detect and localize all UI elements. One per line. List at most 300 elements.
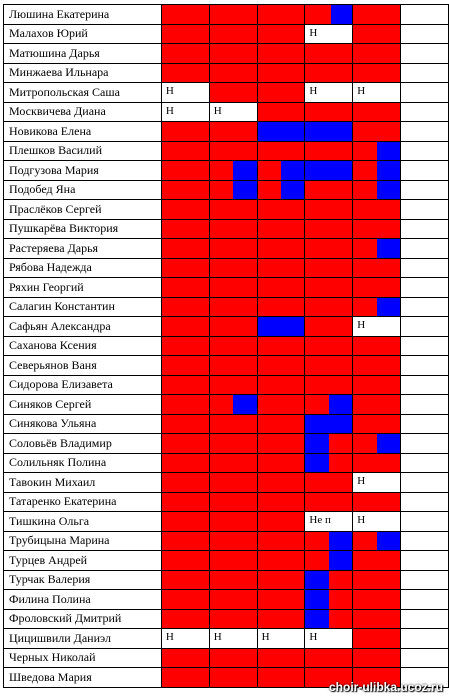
table-row: [4, 648, 449, 668]
absence-mark: Н: [309, 85, 318, 97]
attendance-cell: [161, 375, 209, 395]
empty-cell: [401, 141, 449, 161]
empty-cell: [401, 180, 449, 200]
attendance-cell: [353, 44, 401, 64]
attendance-cell: [209, 239, 257, 259]
attendance-cell: [209, 590, 257, 610]
attendance-cell: [209, 44, 257, 64]
attendance-segment: [305, 454, 328, 473]
empty-cell: [401, 375, 449, 395]
attendance-cell: [209, 395, 257, 415]
attendance-cell: [257, 102, 305, 122]
empty-cell: [401, 336, 449, 356]
attendance-cell: [353, 239, 401, 259]
absence-mark: Н: [357, 85, 366, 97]
attendance-segment: [233, 181, 256, 200]
attendance-cell: [257, 668, 305, 688]
attendance-cell: [305, 44, 353, 64]
attendance-cell: [209, 473, 257, 493]
attendance-cell: [353, 609, 401, 629]
table-row: [4, 200, 449, 220]
table-row: [4, 512, 449, 532]
attendance-segment: [377, 434, 400, 453]
attendance-cell: [161, 297, 209, 317]
attendance-cell: [305, 102, 353, 122]
attendance-cell: [305, 278, 353, 298]
attendance-cell: [209, 200, 257, 220]
attendance-cell: [209, 63, 257, 83]
student-name: Подобед Яна: [4, 180, 162, 200]
attendance-cell: [161, 590, 209, 610]
attendance-cell: [209, 609, 257, 629]
attendance-cell: [161, 668, 209, 688]
absence-mark: Н: [213, 104, 222, 117]
student-name: Салагин Константин: [4, 297, 162, 317]
attendance-cell: [161, 336, 209, 356]
attendance-cell: [161, 395, 209, 415]
empty-cell: [401, 5, 449, 25]
attendance-cell: [257, 258, 305, 278]
attendance-cell: [353, 24, 401, 44]
attendance-cell: [305, 161, 353, 181]
attendance-cell: [305, 590, 353, 610]
attendance-cell: [305, 609, 353, 629]
attendance-cell: [161, 83, 209, 103]
empty-cell: [401, 297, 449, 317]
absence-mark: Н: [213, 631, 222, 643]
absence-mark: Н: [165, 104, 174, 117]
student-name: Подгузова Мария: [4, 161, 162, 181]
attendance-segment: [305, 610, 328, 629]
attendance-cell: [305, 356, 353, 376]
attendance-cell: [161, 180, 209, 200]
attendance-segment: [377, 532, 400, 551]
attendance-cell: [353, 434, 401, 454]
attendance-cell: [353, 219, 401, 239]
attendance-segment: [377, 239, 400, 258]
attendance-cell: [305, 200, 353, 220]
student-name: Северьянов Ваня: [4, 356, 162, 376]
attendance-cell: [305, 258, 353, 278]
empty-cell: [401, 648, 449, 668]
table-row: [4, 609, 449, 629]
student-name: Москвичева Диана: [4, 102, 162, 122]
attendance-segment: [281, 161, 304, 180]
student-name: Синяков Сергей: [4, 395, 162, 415]
attendance-cell: [209, 570, 257, 590]
empty-cell: [401, 590, 449, 610]
attendance-cell: [209, 180, 257, 200]
student-name: Тишкина Ольга: [4, 512, 162, 532]
attendance-cell: [353, 531, 401, 551]
attendance-cell: [161, 239, 209, 259]
attendance-cell: [209, 258, 257, 278]
attendance-cell: [353, 180, 401, 200]
attendance-cell: [209, 453, 257, 473]
absence-mark: Не п: [309, 514, 331, 526]
attendance-cell: [161, 629, 209, 649]
empty-cell: [401, 629, 449, 649]
table-row: [4, 24, 449, 44]
table-row: [4, 570, 449, 590]
attendance-cell: [353, 395, 401, 415]
student-name: Пушкарёва Виктория: [4, 219, 162, 239]
attendance-segment: [233, 395, 256, 414]
student-name: Митропольская Саша: [4, 83, 162, 103]
absence-mark: Н: [165, 631, 174, 643]
attendance-cell: [161, 200, 209, 220]
empty-cell: [401, 492, 449, 512]
attendance-cell: [161, 512, 209, 532]
attendance-cell: [353, 297, 401, 317]
table-row: [4, 44, 449, 64]
student-name: Турчак Валерия: [4, 570, 162, 590]
attendance-cell: [257, 590, 305, 610]
attendance-cell: [161, 317, 209, 337]
absence-mark: Н: [165, 85, 174, 97]
absence-mark: Н: [357, 514, 366, 526]
attendance-cell: [161, 356, 209, 376]
attendance-cell: [353, 5, 401, 25]
table-row: [4, 122, 449, 142]
attendance-cell: [161, 24, 209, 44]
attendance-cell: [305, 473, 353, 493]
table-row: [4, 297, 449, 317]
attendance-cell: [209, 141, 257, 161]
table-row: [4, 317, 449, 337]
attendance-cell: [305, 512, 353, 532]
empty-cell: [401, 473, 449, 493]
attendance-cell: [209, 5, 257, 25]
empty-cell: [401, 395, 449, 415]
attendance-segment: [305, 434, 328, 453]
table-row: [4, 453, 449, 473]
attendance-cell: [257, 629, 305, 649]
attendance-cell: [257, 414, 305, 434]
student-name: Рябова Надежда: [4, 258, 162, 278]
attendance-cell: [305, 83, 353, 103]
empty-cell: [401, 512, 449, 532]
student-name: Черных Николай: [4, 648, 162, 668]
attendance-segment: [305, 590, 328, 609]
attendance-cell: [161, 609, 209, 629]
attendance-cell: [305, 141, 353, 161]
attendance-cell: [209, 317, 257, 337]
attendance-cell: [161, 141, 209, 161]
attendance-cell: [305, 239, 353, 259]
attendance-cell: [353, 453, 401, 473]
table-row: [4, 473, 449, 493]
attendance-table-body: [4, 5, 449, 688]
attendance-cell: [353, 570, 401, 590]
attendance-segment: [377, 142, 400, 161]
student-name: Фроловский Дмитрий: [4, 609, 162, 629]
empty-cell: [401, 278, 449, 298]
attendance-cell: [305, 395, 353, 415]
attendance-cell: [209, 24, 257, 44]
student-name: Люшина Екатерина: [4, 5, 162, 25]
student-name: Тавокин Михаил: [4, 473, 162, 493]
attendance-cell: [257, 570, 305, 590]
table-row: [4, 102, 449, 122]
attendance-cell: [257, 648, 305, 668]
attendance-cell: [353, 122, 401, 142]
attendance-cell: [161, 473, 209, 493]
attendance-cell: [353, 278, 401, 298]
attendance-cell: [161, 5, 209, 25]
attendance-cell: [257, 83, 305, 103]
attendance-cell: [209, 356, 257, 376]
attendance-cell: [257, 434, 305, 454]
attendance-segment: [329, 532, 352, 551]
attendance-cell: [353, 512, 401, 532]
attendance-cell: [257, 453, 305, 473]
empty-cell: [401, 83, 449, 103]
attendance-cell: [257, 219, 305, 239]
empty-cell: [401, 570, 449, 590]
table-row: [4, 551, 449, 571]
attendance-cell: [353, 375, 401, 395]
table-row: [4, 629, 449, 649]
attendance-cell: [305, 63, 353, 83]
attendance-cell: [305, 297, 353, 317]
table-row: [4, 161, 449, 181]
attendance-table: [3, 4, 449, 688]
table-row: [4, 83, 449, 103]
attendance-cell: [305, 5, 353, 25]
student-name: Праслёков Сергей: [4, 200, 162, 220]
attendance-cell: [353, 648, 401, 668]
attendance-segment: [329, 395, 352, 414]
attendance-cell: [209, 434, 257, 454]
attendance-cell: [305, 219, 353, 239]
attendance-cell: [353, 161, 401, 181]
table-row: [4, 531, 449, 551]
empty-cell: [401, 24, 449, 44]
attendance-cell: [353, 551, 401, 571]
table-row: [4, 336, 449, 356]
attendance-cell: [257, 356, 305, 376]
attendance-cell: [209, 668, 257, 688]
absence-mark: Н: [309, 631, 318, 643]
empty-cell: [401, 434, 449, 454]
attendance-cell: [209, 512, 257, 532]
table-row: [4, 356, 449, 376]
table-row: [4, 239, 449, 259]
attendance-cell: [209, 278, 257, 298]
attendance-cell: [209, 492, 257, 512]
student-name: Татаренко Екатерина: [4, 492, 162, 512]
attendance-cell: [257, 161, 305, 181]
attendance-cell: [161, 434, 209, 454]
attendance-cell: [305, 122, 353, 142]
attendance-cell: [161, 258, 209, 278]
attendance-cell: [257, 200, 305, 220]
attendance-cell: [353, 83, 401, 103]
table-row: [4, 590, 449, 610]
student-name: Турцев Андрей: [4, 551, 162, 571]
attendance-cell: [257, 492, 305, 512]
table-row: [4, 5, 449, 25]
attendance-cell: [353, 258, 401, 278]
empty-cell: [401, 258, 449, 278]
attendance-cell: [353, 200, 401, 220]
student-name: Сидорова Елизавета: [4, 375, 162, 395]
table-row: [4, 63, 449, 83]
attendance-cell: [353, 102, 401, 122]
student-name: Плешков Василий: [4, 141, 162, 161]
attendance-cell: [161, 551, 209, 571]
attendance-cell: [353, 336, 401, 356]
attendance-cell: [257, 239, 305, 259]
attendance-cell: [257, 512, 305, 532]
empty-cell: [401, 200, 449, 220]
student-name: Минжаева Ильнара: [4, 63, 162, 83]
empty-cell: [401, 414, 449, 434]
attendance-cell: [257, 44, 305, 64]
attendance-cell: [305, 629, 353, 649]
attendance-cell: [161, 44, 209, 64]
attendance-cell: [353, 414, 401, 434]
student-name: Сафьян Александра: [4, 317, 162, 337]
student-name: Филина Полина: [4, 590, 162, 610]
attendance-cell: [305, 434, 353, 454]
attendance-cell: [305, 336, 353, 356]
attendance-cell: [209, 551, 257, 571]
attendance-cell: [209, 297, 257, 317]
attendance-cell: [257, 609, 305, 629]
absence-mark: Н: [357, 475, 366, 487]
attendance-cell: [257, 5, 305, 25]
attendance-cell: [257, 531, 305, 551]
attendance-segment: [377, 298, 400, 317]
attendance-cell: [161, 453, 209, 473]
attendance-cell: [161, 570, 209, 590]
attendance-cell: [257, 63, 305, 83]
empty-cell: [401, 63, 449, 83]
attendance-cell: [209, 102, 257, 122]
attendance-segment: [377, 181, 400, 200]
table-row: [4, 375, 449, 395]
attendance-cell: [353, 141, 401, 161]
student-name: Синякова Ульяна: [4, 414, 162, 434]
attendance-cell: [353, 629, 401, 649]
attendance-cell: [305, 180, 353, 200]
absence-mark: Н: [309, 26, 318, 39]
student-name: Цицишвили Даниэл: [4, 629, 162, 649]
attendance-cell: [209, 122, 257, 142]
attendance-cell: [161, 161, 209, 181]
table-row: [4, 278, 449, 298]
attendance-segment: [329, 551, 352, 570]
table-row: [4, 180, 449, 200]
empty-cell: [401, 551, 449, 571]
attendance-cell: [209, 219, 257, 239]
table-row: [4, 219, 449, 239]
table-row: [4, 258, 449, 278]
table-row: [4, 395, 449, 415]
attendance-segment: [233, 161, 256, 180]
attendance-cell: [161, 122, 209, 142]
empty-cell: [401, 102, 449, 122]
table-row: [4, 492, 449, 512]
table-row: [4, 141, 449, 161]
attendance-cell: [209, 375, 257, 395]
attendance-cell: [353, 63, 401, 83]
attendance-cell: [209, 531, 257, 551]
student-name: Соловьёв Владимир: [4, 434, 162, 454]
attendance-segment: [305, 571, 328, 590]
attendance-cell: [257, 551, 305, 571]
empty-cell: [401, 317, 449, 337]
attendance-cell: [257, 141, 305, 161]
student-name: Саханова Ксения: [4, 336, 162, 356]
attendance-cell: [161, 492, 209, 512]
attendance-cell: [305, 24, 353, 44]
attendance-cell: [257, 473, 305, 493]
attendance-cell: [161, 531, 209, 551]
attendance-cell: [353, 473, 401, 493]
empty-cell: [401, 239, 449, 259]
attendance-cell: [161, 278, 209, 298]
attendance-cell: [257, 375, 305, 395]
empty-cell: [401, 356, 449, 376]
student-name: Малахов Юрий: [4, 24, 162, 44]
attendance-cell: [161, 102, 209, 122]
empty-cell: [401, 122, 449, 142]
student-name: Солильняк Полина: [4, 453, 162, 473]
attendance-cell: [209, 629, 257, 649]
attendance-cell: [305, 414, 353, 434]
attendance-cell: [305, 492, 353, 512]
empty-cell: [401, 531, 449, 551]
student-name: Шведова Мария: [4, 668, 162, 688]
attendance-cell: [353, 492, 401, 512]
attendance-segment: [331, 5, 352, 24]
attendance-cell: [305, 570, 353, 590]
attendance-cell: [305, 551, 353, 571]
attendance-cell: [257, 395, 305, 415]
student-name: Растеряева Дарья: [4, 239, 162, 259]
attendance-cell: [353, 590, 401, 610]
site-watermark: choir-ulibka.ucoz.ru: [328, 680, 443, 694]
attendance-cell: [161, 219, 209, 239]
attendance-cell: [257, 24, 305, 44]
attendance-cell: [305, 375, 353, 395]
attendance-cell: [257, 278, 305, 298]
attendance-cell: [305, 648, 353, 668]
attendance-cell: [257, 122, 305, 142]
table-row: [4, 434, 449, 454]
absence-mark: Н: [261, 631, 270, 643]
attendance-cell: [305, 317, 353, 337]
attendance-cell: [305, 453, 353, 473]
attendance-segment: [281, 181, 304, 200]
attendance-cell: [209, 161, 257, 181]
empty-cell: [401, 44, 449, 64]
attendance-cell: [305, 531, 353, 551]
attendance-cell: [209, 648, 257, 668]
empty-cell: [401, 161, 449, 181]
empty-cell: [401, 219, 449, 239]
student-name: Матюшина Дарья: [4, 44, 162, 64]
attendance-cell: [161, 63, 209, 83]
attendance-cell: [161, 648, 209, 668]
empty-cell: [401, 453, 449, 473]
attendance-cell: [257, 336, 305, 356]
absence-mark: Н: [357, 319, 366, 331]
attendance-cell: [209, 83, 257, 103]
